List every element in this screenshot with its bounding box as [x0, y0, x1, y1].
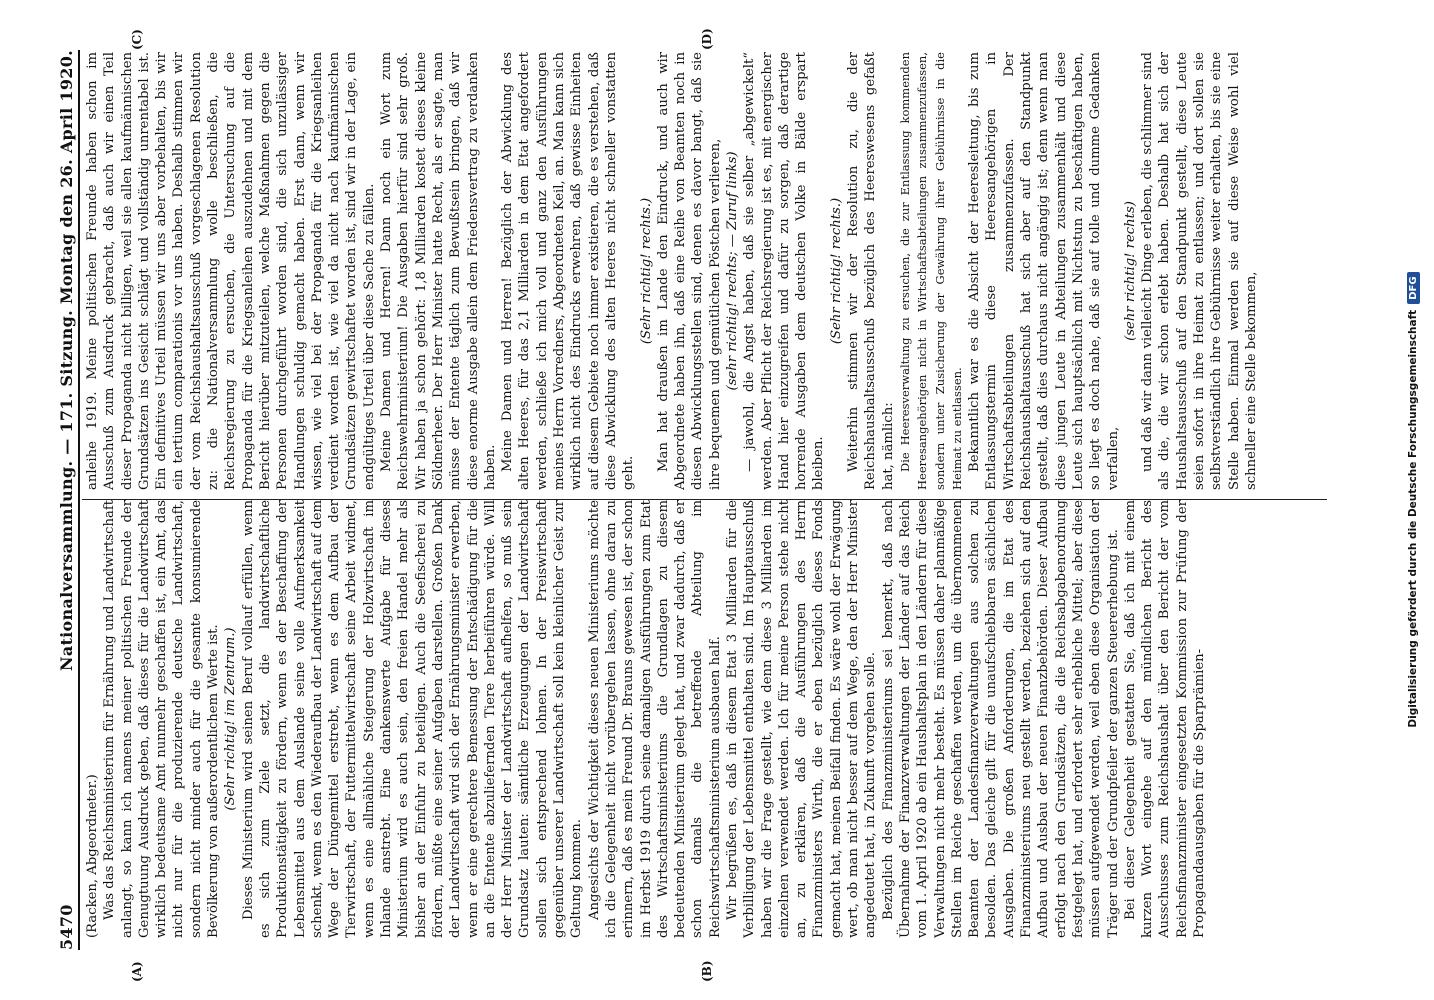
- interjection: (sehr richtig! rechts): [1122, 201, 1138, 341]
- right-column: [84, 52, 1324, 490]
- paragraph: Bezüglich des Finanzministeriums sei bemerkt, daß nach Übernahme der Finanzverwaltungen der Länder auf das Reich vom 1. April 1920 ab ein Haushaltsplan in den Ländern für diese Verwaltungen nicht mehr besteht. Es müssen daher planmäßige Stellen im Reiche geschaffen werden, um die übernommenen Beamten der Landesfinanzverwaltungen aus solchen zu besolden. Das gleiche gilt für die unaufschiebbaren sächlichen Ausgaben. Die großen Anforderungen, die im Etat des Finanzministeriums neu gestellt werden, beziehen sich auf den Aufbau und Ausbau der neuen Finanzbehörden. Dieser Aufbau erfolgt nach den Grundsätzen, die die Reichsabgabenordnung festgelegt hat, und erfordert sehr erhebliche Mittel; aber diese müssen aufgewendet werden, weil eben diese Organisation der Träger und der Grundpfeiler der ganzen Steuererhebung ist.: [880, 500, 1121, 938]
- paragraph: Wir begrüßen es, daß in diesem Etat 3 Milliarden für die Verbilligung der Lebensmittel enthalten sind. Im Hauptausschuß haben wir die Frage gestellt, wie denn diese 3 Milliarden im einzelnen verwendet werden. Ich für meine Person stehe nicht an, zu erklären, daß die Ausführungen des Herrn Finanzministers Wirth, die er eben bezüglich dieses Fonds gemacht hat, meinen Beifall finden. Es wäre wohl der Erwägung wert, ob man nicht besser auf dem Wege, den der Herr Minister angedeutet hat, in Zukunft vorgehen solle.: [724, 500, 879, 938]
- header-rule: [78, 50, 80, 950]
- page-footer: [1400, 0, 1426, 1000]
- marker-b: (B): [700, 960, 714, 982]
- paragraph: anleihe 1919. Meine politischen Freunde haben schon im Ausschuß zum Ausdruck gebracht, daß auch wir einen Teil dieser Propaganda nicht billigen, weil sie allen kaufmännischen Grundsätzen ins Gesicht schlägt und vollständig unrentabel ist. Ein definitives Urteil müssen wir uns aber vorbehalten, bis wir ein tertium comparationis vor uns haben. Deshalb stimmen wir der vom Reichshaushaltsausschuß vorgeschlagenen Resolution zu: die Nationalversammlung wolle beschließen, die Reichsregierung zu ersuchen, die Untersuchung auf die Propaganda für die Kriegsanleihen auszudehnen und mit dem Bericht hierüber mitzuteilen, welche Maßnahmen gegen die Personen durchgeführt worden sind, die sich unzulässiger Handlungen schuldig gemacht haben. Erst dann, wenn wir wissen, wie viel bei der Propaganda für die Kriegsanleihen verdient worden ist, wie viel da nicht nach kaufmännischen Grundsätzen gewirtschaftet worden ist, sind wir in der Lage, ein endgültiges Urteil über diese Sache zu fällen.: [85, 52, 377, 490]
- paragraph: Weiterhin stimmen wir der Resolution zu, die der Reichshaushaltsausschuß bezüglich des Heereswesens gefaßt hat, nämlich:: [846, 52, 896, 490]
- interjection: (Sehr richtig! rechts.): [828, 197, 844, 345]
- marker-a: (A): [130, 961, 144, 982]
- interjection: (sehr richtig! rechts; — Zuruf links): [724, 151, 740, 391]
- marker-d: (D): [700, 28, 714, 50]
- column-divider: [82, 499, 1327, 500]
- paragraph: Dieses Ministerium wird seinen Beruf vollauf erfüllen, wenn es sich zum Ziele setzt, die landwirtschaftliche Produktionstätigkeit zu fördern, wenn es der Beschaffung der Lebensmittel aus dem Auslande seine volle Aufmerksamkeit schenkt, wenn es den Wiederaufbau der Landwirtschaft auf dem Wege der Düngemittel erstrebt, wenn es dem Aufbau der Tierwirtschaft, der Futtermittelwirtschaft seine Arbeit widmet, wenn es eine allmähliche Steigerung der Holzwirtschaft im Inlande anstrebt. Eine dankenswerte Aufgabe für dieses Ministerium wird es auch sein, den freien Handel mehr als bisher an der Einfuhr zu beteiligen. Auch die Seefischerei zu fördern, müßte eine seiner Aufgaben darstellen. Großen Dank der Landwirtschaft wird sich der Ernährungsminister erwerben, wenn er eine gerechtere Bemessung der Entschädigung für die an die Entente abzuliefernden Tiere herbeiführen würde. Will der Herr Minister der Landwirtschaft aufhelfen, so muß sein Grundsatz lauten: sämtliche Erzeugungen der Landwirtschaft sollen sich entsprechend lohnen. In der Preiswirtschaft gegenüber unserer Landwirtschaft soll kein kleinlicher Geist zur Geltung kommen.: [240, 500, 585, 938]
- session-title: Nationalversammlung. — 171. Sitzung. Montag den 26. April 1920.: [57, 50, 76, 672]
- paragraph: Die Heeresverwaltung zu ersuchen, die zur Entlassung kommenden Heeresangehörigen nicht in Wirtschaftsabteilungen zusammenzufassen, sondern unter Zusicherung der Gewährung ihrer Gebührnisse in die Heimat zu entlassen.: [897, 52, 964, 490]
- dfg-logo: DFG: [1407, 272, 1420, 303]
- paragraph: Meine Damen und Herren! Dann noch ein Wort zum Reichswehrministerium! Die Ausgaben hierfür sind sehr groß. Wir haben ja schon gehört: 1,8 Milliarden kostet dieses kleine Söldnerheer. Der Herr Minister hatte Recht, als er sagte, man müsse der Entente täglich zum Bewußtsein bringen, daß wir diese enorme Ausgabe allein dem Friedensvertrag zu verdanken haben.: [379, 52, 498, 490]
- paragraph: (Racken, Abgeordneter.): [85, 774, 100, 938]
- page-header: [50, 50, 76, 950]
- footer-text: Digitalisierung gefördert durch die Deutsche Forschungsgemeinschaft: [1407, 309, 1419, 728]
- marker-c: (C): [130, 29, 144, 50]
- paragraph: Man hat draußen im Lande den Eindruck, und auch wir Abgeordnete haben ihn, daß eine Reihe von Beamten noch in diesen Abwicklungsstellen sind, denen es davor bangt, daß sie ihre bequemen und gemütlichen Pöstchen verlieren,: [655, 52, 723, 490]
- paragraph: und daß wir dann vielleicht Dinge erleben, die schlimmer sind als die, die wir schon erlebt haben. Deshalb hat sich der Haushaltsausschuß auf den Standpunkt gestellt, diese Leute seien sofort in ihre Heimat zu entlassen; und dort sollen sie selbstverständlich ihre Gebührnisse weiter erhalten, bis sie eine Stelle haben. Einmal werden sie auf diese Weise wohl viel schneller eine Stelle bekommen,: [1140, 52, 1259, 490]
- paragraph: — jawohl, die Angst haben, daß sie selber „abgewickelt“ werden. Aber Pflicht der Reichsregierung ist es, mit energischer Hand hier einzugreifen und dafür zu sorgen, daß derartige horrende Ausgaben dem deutschen Volke in Bälde erspart bleiben.: [742, 52, 827, 490]
- interjection: (Sehr richtig! rechts.): [638, 197, 654, 345]
- paragraph: Bekanntlich war es die Absicht der Heeresleitung, bis zum Entlassungstermin diese Heeresangehörigen in Wirtschaftsabteilungen zusammenzufassen. Der Reichshaushaltausschuß hat sich aber auf den Standpunkt gestellt, daß dies durchaus nicht angängig ist; denn wenn man diese jungen Leute in Abteilungen zusammenhält und diese Leute sich hauptsächlich mit Nichtstun zu beschäftigen haben, so liegt es doch nahe, daß sie auf tolle und dumme Gedanken verfallen,: [967, 52, 1121, 490]
- left-column: [84, 500, 1324, 938]
- paragraph: Bei dieser Gelegenheit gestatten Sie, daß ich mit einem kurzen Wort eingehe auf den mündlichen Bericht des Ausschusses zum Reichshaushalt über den Bericht der vom Reichsfinanzminister eingesetzten Kommission zur Prüfung der Propagandaausgaben für die Sparprämien-: [1122, 500, 1207, 938]
- paragraph: Meine Damen und Herren! Bezüglich der Abwicklung des alten Heeres, für das 2,1 Milliarden in dem Etat angefordert werden, schließe ich mich voll und ganz den Ausführungen meines Herrn Vorredners, Abgeordneten Keil, an. Man kann sich wirklich nicht des Eindrucks erwehren, daß gewisse Einheiten auf diesem Gebiete noch immer existieren, die es verstehen, daß diese Abwicklung des alten Heeres nicht schneller vonstatten geht.: [500, 52, 637, 490]
- paragraph: Was das Reichsministerium für Ernährung und Landwirtschaft anlangt, so kann ich namens meiner politischen Freunde der Genugtuung Ausdruck geben, daß dieses für die Landwirtschaft wirklich bedeutsame Amt nunmehr geschaffen ist, ein Amt, das nicht nur für die produzierende deutsche Landwirtschaft, sondern nicht minder auch für die gesamte konsumierende Bevölkerung von außerordentlichem Werte ist.: [102, 500, 222, 938]
- page-number: 5470: [57, 904, 76, 950]
- interjection: (Sehr richtig! im Zentrum.): [223, 627, 239, 811]
- paragraph: Angesichts der Wichtigkeit dieses neuen Ministeriums möchte ich die Gelegenheit nicht vorübergehen lassen, ohne daran zu erinnern, daß es mein Freund Dr. Brauns gewesen ist, der schon im Herbst 1919 durch seine damaligen Ausführungen zum Etat des Wirtschaftsministeriums die Grundlagen zu diesem bedeutenden Ministerium gelegt hat, und zwar dadurch, daß er schon damals die betreffende Abteilung im Reichswirtschaftsministerium ausbauen half.: [586, 500, 723, 938]
